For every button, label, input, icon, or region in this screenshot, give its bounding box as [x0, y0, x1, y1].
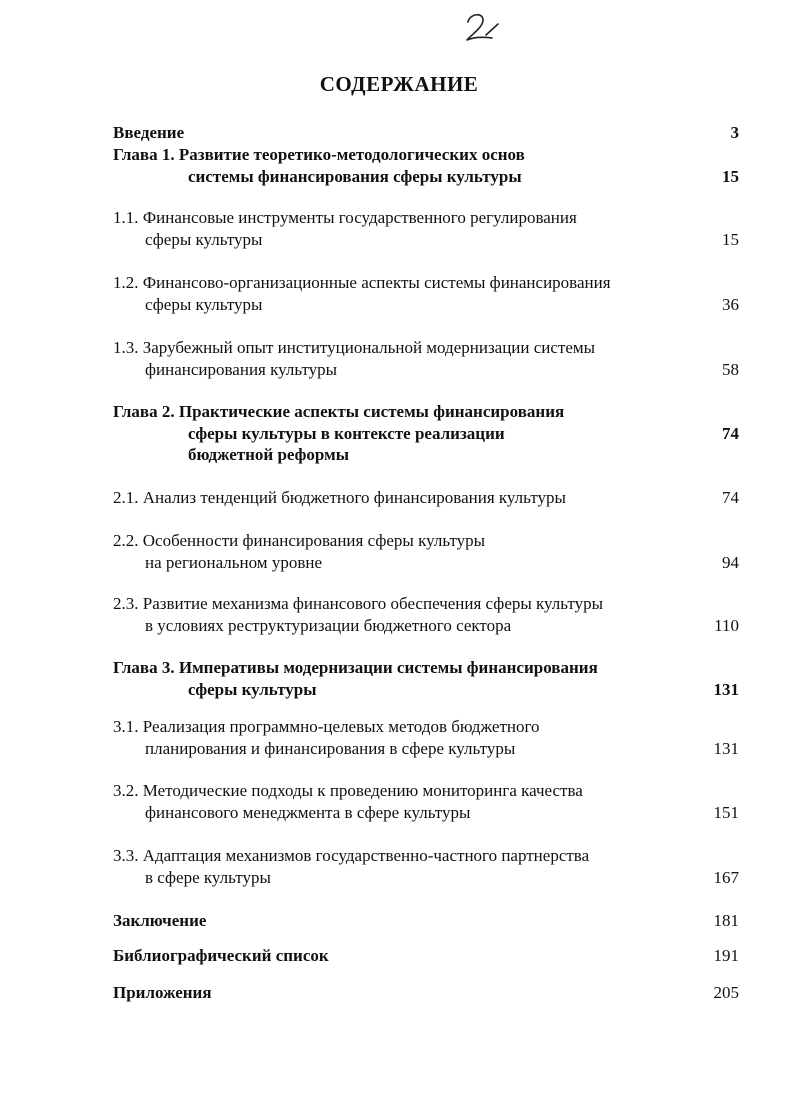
page-number: 151 [713, 802, 739, 822]
toc-entry-text: Глава 1. Развитие теоретико-методологических основ [113, 145, 525, 164]
page-number: 205 [713, 983, 739, 1002]
page-number: 94 [722, 552, 739, 572]
page-number: 3 [730, 123, 739, 142]
page-number: 131 [713, 738, 739, 758]
page-number: 15 [722, 166, 739, 186]
toc-entry-text: финансового менеджмента в сфере культуры [145, 802, 471, 822]
page-number: 181 [713, 911, 739, 930]
toc-entry-text: 2.2. Особенности финансирования сферы культуры [113, 531, 486, 550]
page-number: 74 [722, 423, 739, 443]
page-number: 15 [722, 229, 739, 249]
toc-entry-text: 1.2. Финансово-организационные аспекты системы финансирования [113, 273, 611, 292]
toc-entry-text: Глава 2. Практические аспекты системы финансирования [113, 402, 565, 421]
toc-entry-text: 2.3. Развитие механизма финансового обеспечения сферы культуры [113, 594, 604, 613]
toc-entry-text: в условиях реструктуризации бюджетного сектора [145, 615, 512, 635]
toc-entry-text: Введение [113, 123, 185, 142]
page-number: 74 [722, 488, 739, 507]
page-number: 58 [722, 359, 739, 379]
handwritten-page-number [462, 10, 502, 44]
toc-entry-text: 1.1. Финансовые инструменты государственного регулирования [113, 208, 577, 227]
toc-entry-text: планирования и финансирования в сфере культуры [145, 738, 516, 758]
toc-entry-text: в сфере культуры [145, 867, 271, 887]
toc-entry-text: сферы культуры в контексте реализации [188, 423, 505, 443]
toc-entry-text: сферы культуры [145, 229, 263, 249]
page-title: СОДЕРЖАНИЕ [319, 72, 479, 96]
toc-entry-text: Библиографический список [113, 946, 329, 965]
toc-entry-text: сферы культуры [188, 679, 317, 699]
toc-entry-text: бюджетной реформы [188, 445, 349, 464]
toc-entry-text: 3.1. Реализация программно-целевых методов бюджетного [113, 717, 540, 736]
toc-entry-text: на региональном уровне [145, 552, 322, 572]
toc-entry-text: финансирования культуры [145, 359, 338, 379]
toc-entry-text: Заключение [113, 911, 207, 930]
toc-entry-text: 3.3. Адаптация механизмов государственно-частного партнерства [113, 846, 590, 865]
toc-entry-text: системы финансирования сферы культуры [188, 166, 522, 186]
toc-entry-text: 3.2. Методические подходы к проведению мониторинга качества [113, 781, 583, 800]
page-number: 36 [722, 294, 739, 314]
toc-entry-text: 1.3. Зарубежный опыт институциональной модернизации системы [113, 338, 596, 357]
toc-entry-text: Глава 3. Императивы модернизации системы финансирования [113, 658, 598, 677]
toc-entry-text: 2.1. Анализ тенденций бюджетного финансирования культуры [113, 488, 566, 507]
page-number: 167 [713, 867, 739, 887]
toc-entry-text: сферы культуры [145, 294, 263, 314]
page-number: 191 [713, 946, 739, 965]
page-number: 110 [714, 615, 739, 635]
toc-entry-text: Приложения [113, 983, 212, 1002]
page-number: 131 [713, 679, 739, 699]
